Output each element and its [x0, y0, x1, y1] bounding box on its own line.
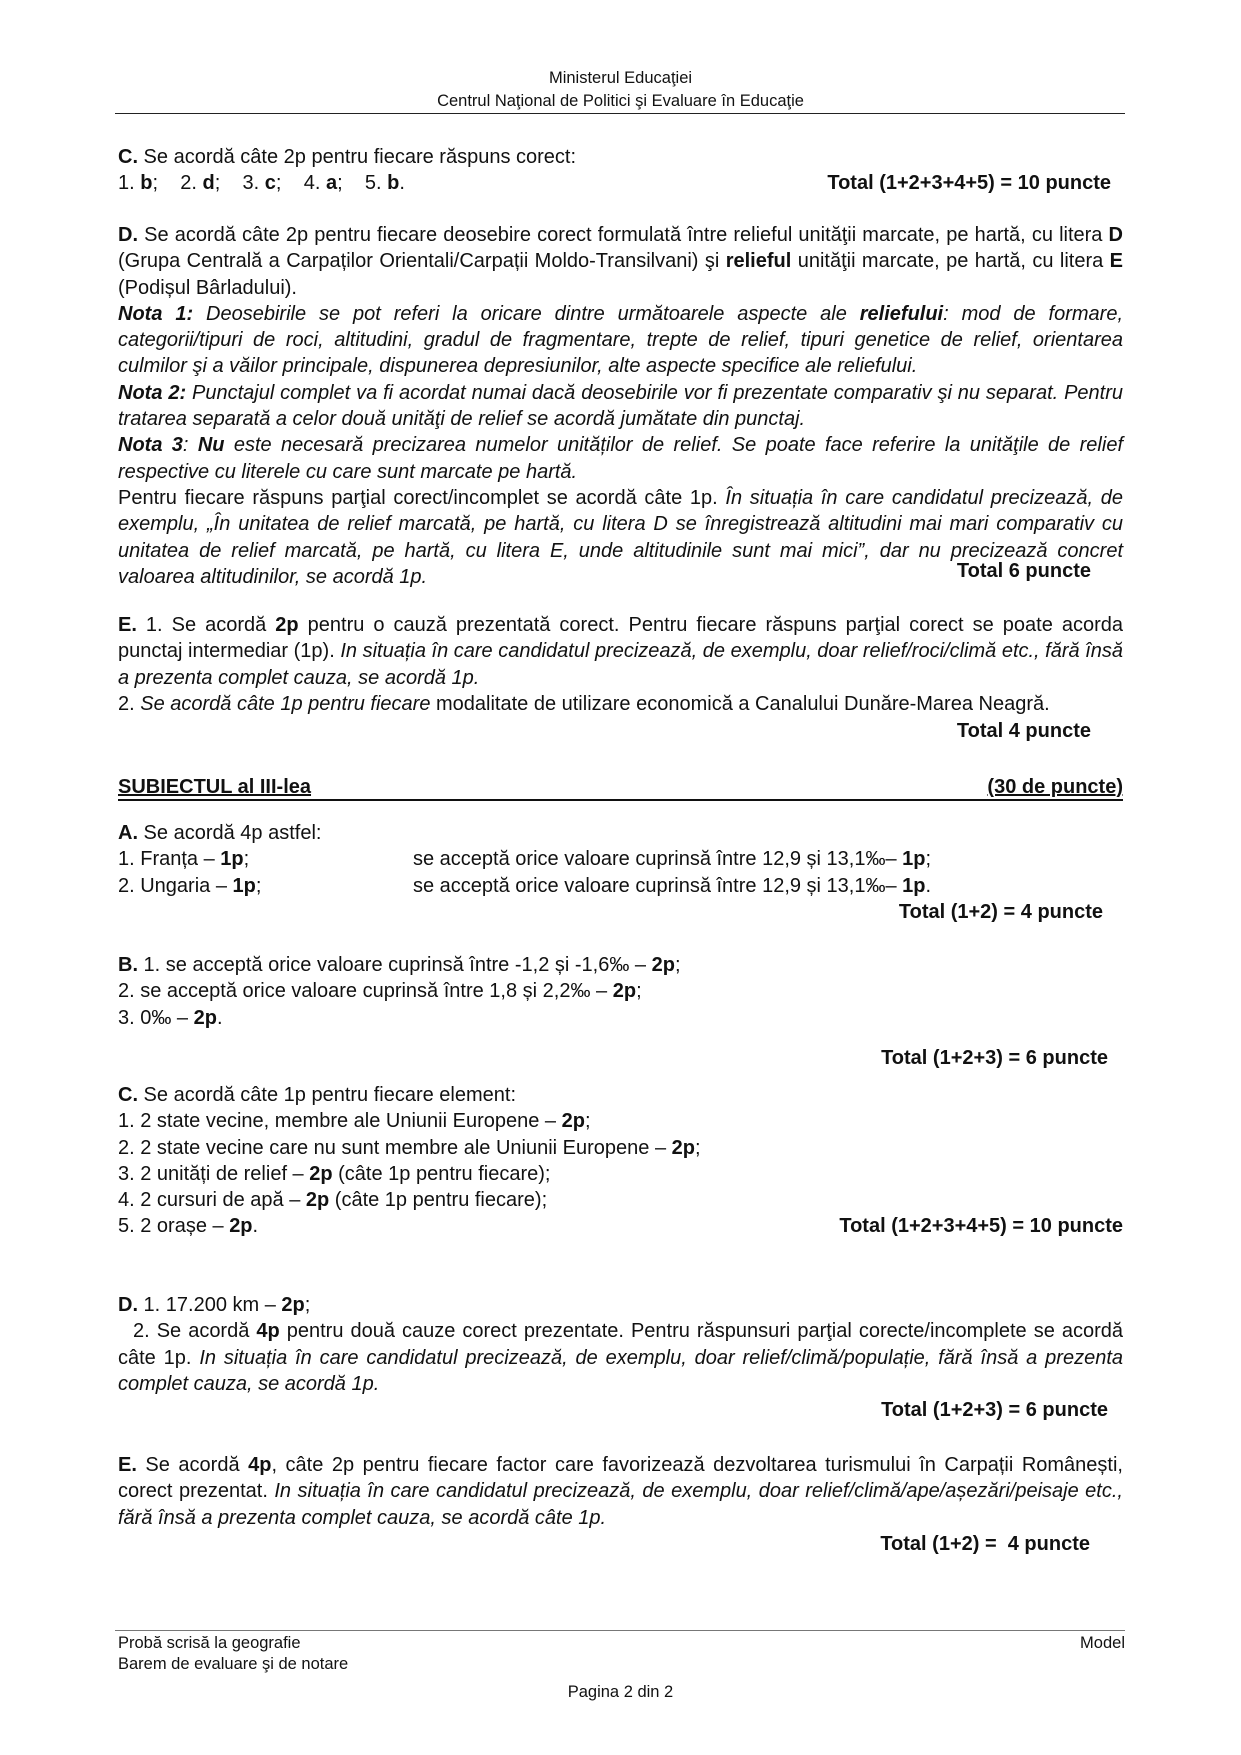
s3-title: SUBIECTUL al III-lea	[118, 776, 312, 798]
s3-section-b: B. 1. se acceptă orice valoare cuprinsă între -1,2 și -1,6‰ – 2p; 2. se acceptă orice valoare cuprinsă între 1,8 și 2,2‰ – 2p; 3. 0‰ – 2p. Total (1+2+3) = 6 puncte	[118, 954, 1108, 1069]
s2e-label: E.	[118, 614, 137, 636]
s2c-answers: 1. b; 2. d; 3. c; 4. a; 5. b.	[118, 172, 405, 195]
s2-section-c	[118, 144, 1123, 197]
header-center: Centrul Naţional de Politici şi Evaluare în Educaţie	[437, 92, 804, 110]
s3c-total: Total (1+2+3+4+5) = 10 puncte	[839, 1215, 1123, 1238]
s3-points: (30 de puncte)	[987, 776, 1123, 798]
s3a-total: Total (1+2) = 4 puncte	[898, 900, 1103, 923]
s2d-partial: Pentru fiecare răspuns parţial corect/incomplet se acordă câte 1p. În situația în care candidatul precizează, de exemplu, „În unitatea de relief marcată, pe hartă, cu litera D se înregistrează altitudini mai mari comparativ cu unitatea de relief marcată, pe hartă, cu litera E, unde altitudinile sunt mai mici”, dar nu precizează concret valoarea altitudinilor, se acordă 1p.	[118, 486, 1123, 588]
s3-heading	[118, 775, 1123, 801]
s3a-row: 1. Franța – 1p; se acceptă orice valoare cuprinsă între 12,9 și 13,1‰– 1p;	[118, 848, 932, 871]
s2c-total: Total (1+2+3+4+5) = 10 puncte	[827, 172, 1111, 195]
s2d-nota2: Nota 2: Punctajul complet va fi acordat numai dacă deosebirile vor fi prezentate comparativ şi nu separat. Pentru tratarea separată a celor două unităţi de relief se acordă jumătate din punctaj.	[118, 381, 1123, 431]
footer-rule	[115, 1630, 1125, 1631]
s2d-total: Total 6 puncte	[956, 560, 1091, 582]
s3a-row: 2. Ungaria – 1p; se acceptă orice valoare cuprinsă între 12,9 și 13,1‰– 1p.	[118, 874, 932, 897]
s3-section-c: C. Se acordă câte 1p pentru fiecare element: 1. 2 state vecine, membre ale Uniunii Europene – 2p; 2. 2 state vecine care nu sunt membre ale Uniunii Europene – 2p; 3. 2 unități de relief – 2p (câte 1p pentru fiecare); 4. 2 cursuri de apă – 2p (câte 1p pentru fiecare); 5. 2 orașe – 2p. Total (1+2+3+4+5) = 10 puncte	[118, 1082, 1123, 1240]
s2c-label: C.	[118, 146, 138, 168]
s3d-total: Total (1+2+3) = 6 puncte	[881, 1399, 1108, 1422]
header-rule	[115, 113, 1125, 114]
footer-model: Model	[1080, 1634, 1125, 1652]
s2e-total: Total 4 puncte	[956, 720, 1091, 742]
s2d-nota1: Nota 1: Deosebirile se pot referi la oricare dintre următoarele aspecte ale reliefului: mod de formare, categorii/tipuri de roci, altitudini, gradul de fragmentare, trepte de relief, tipuri genetice de relief, orientarea culmilor şi a văilor principale, dispunerea depresiunilor, alte aspecte specifice ale reliefului.	[118, 302, 1123, 378]
s2d-label: D.	[118, 224, 138, 246]
s2-section-d: D. Se acordă câte 2p pentru fiecare deosebire corect formulată între relieful unităţii marcate, pe hartă, cu litera D (Grupa Centrală a Carpaților Orientali/Carpații Moldo-Transilvani) şi relieful unităţii marcate, pe hartă, cu litera E (Podișul Bârladului). Nota 1: Deosebirile se pot referi la oricare dintre următoarele aspecte ale reliefului: mod de formare, categorii/tipuri de roci, altitudini, gradul de fragmentare, trepte de relief, tipuri genetice de relief, orientarea culmilor şi a văilor principale, dispunerea depresiunilor, alte aspecte specifice ale reliefului. Nota 2: Punctajul complet va fi acordat numai dacă deosebirile vor fi prezentate comparativ şi nu separat. Pentru tratarea separată a celor două unităţi de relief se acordă jumătate din punctaj. Nota 3: Nu este necesară precizarea numelor unităților de relief. Se poate face referire la unităţile de relief respective cu literele cu care sunt marcate pe hartă. Pentru fiecare răspuns parţial corect/incomplet se acordă câte 1p. În situația în care candidatul precizează, de exemplu, „În unitatea de relief marcată, pe hartă, cu litera D se înregistrează altitudini mai mari comparativ cu unitatea de relief marcată, pe hartă, cu litera E, unde altitudinile sunt mai mici”, dar nu precizează concret valoarea altitudinilor, se acordă 1p. Total 6 puncte	[118, 222, 1123, 590]
s3e-total: Total (1+2) = 4 puncte	[880, 1532, 1090, 1555]
footer-barem: Barem de evaluare şi de notare	[118, 1655, 349, 1673]
s2d-nota3: Nota 3: Nu este necesară precizarea numelor unităților de relief. Se poate face referire la unităţile de relief respective cu literele cu care sunt marcate pe hartă.	[118, 434, 1123, 483]
s3-section-a: A. Se acordă 4p astfel: 1. Franța – 1p; se acceptă orice valoare cuprinsă între 12,9 și 13,1‰– 1p; 2. Ungaria – 1p; se acceptă orice valoare cuprinsă între 12,9 și 13,1‰– 1p. Total (1+2) = 4 puncte	[118, 820, 1123, 925]
footer-exam: Probă scrisă la geografie	[118, 1634, 301, 1652]
s2-section-e: E. 1. Se acordă 2p pentru o cauză prezentată corect. Pentru fiecare răspuns parţial corect se poate acorda punctaj intermediar (1p). In situația în care candidatul precizează, de exemplu, doar relief/roci/climă etc., fără însă a prezenta complet cauza, se acordă 1p. 2. Se acordă câte 1p pentru fiecare modalitate de utilizare economică a Canalului Dunăre-Marea Neagră. Total 4 puncte	[118, 612, 1123, 717]
s3-section-d: D. 1. 17.200 km – 2p; 2. Se acordă 4p pentru două cauze corect prezentate. Pentru răspunsuri parţial corecte/incomplete se acordă câte 1p. In situația în care candidatul precizează, de exemplu, doar relief/climă/populație, fără însă a prezenta complet cauza, se acordă 1p. Total (1+2+3) = 6 puncte	[118, 1294, 1124, 1422]
s2c-intro: Se acordă câte 2p pentru fiecare răspuns corect:	[138, 146, 577, 168]
header-ministry: Ministerul Educaţiei	[548, 69, 693, 87]
s3b-total: Total (1+2+3) = 6 puncte	[881, 1046, 1108, 1069]
footer-page-number: Pagina 2 din 2	[567, 1683, 674, 1701]
s3-section-e: E. Se acordă 4p, câte 2p pentru fiecare factor care favorizează dezvoltarea turismului în Carpații Românești, corect prezentat. In situația în care candidatul precizează, de exemplu, doar relief/climă/ape/așezări/peisaje etc., fără însă a prezenta complet cauza, se acordă câte 1p. Total (1+2) = 4 puncte	[118, 1454, 1123, 1555]
